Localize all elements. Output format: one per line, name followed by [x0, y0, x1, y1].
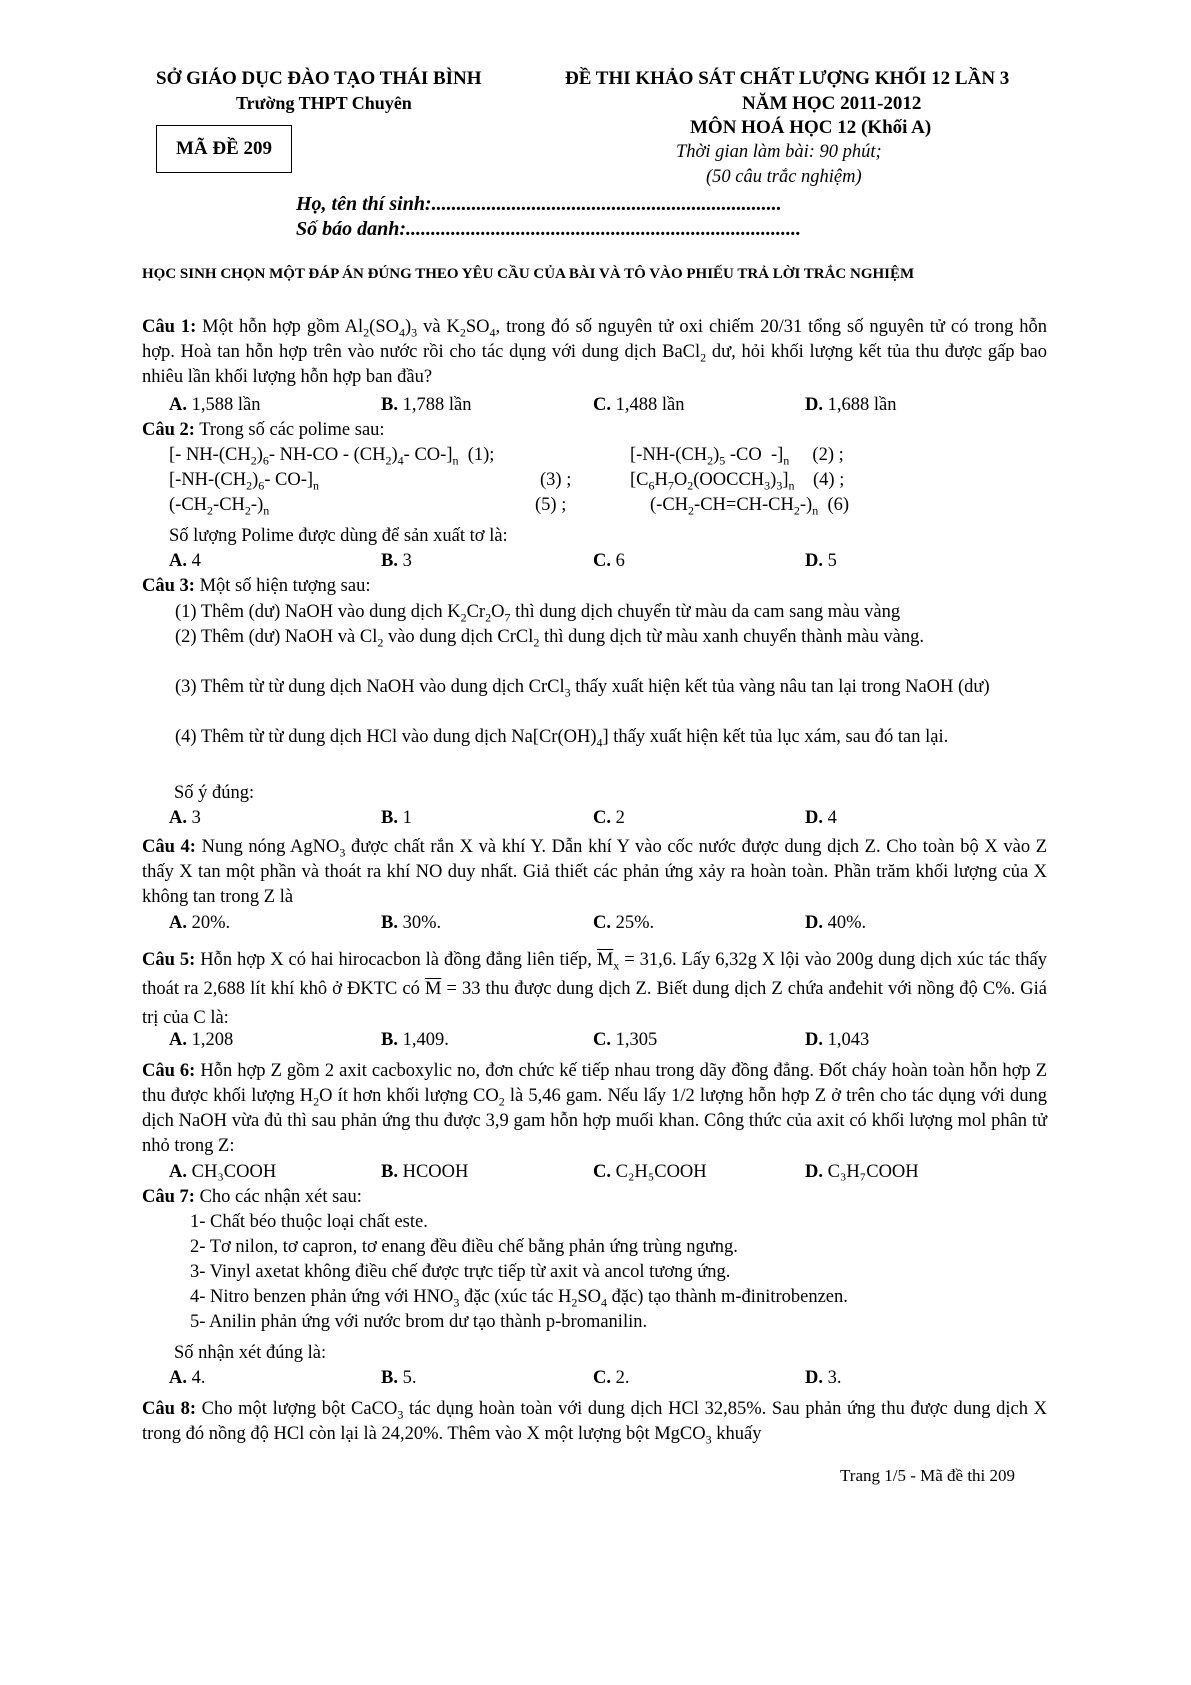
question-7-option-a: A. 4.: [169, 1368, 206, 1388]
question-6-option-b: B. HCOOH: [381, 1162, 469, 1182]
phenomenon-4: (4) Thêm từ từ dung dịch HCl vào dung dịch $Na[Cr(OH)_4]$ thấy xuất hiện kết tủa lục xám, sau đó tan lại.: [175, 727, 949, 750]
question-1-option-b: B. 1,788 lần: [381, 395, 472, 415]
polymer-5: $(-CH_2-CH_2-)_n$: [169, 495, 270, 518]
school-name: Trường THPT Chuyên: [236, 93, 412, 113]
question-2-option-a: A. 4: [169, 551, 201, 571]
exam-code-box: MÃ ĐỀ 209: [156, 125, 292, 173]
question-2-question: Số lượng Polime được dùng để sản xuất tơ là:: [169, 526, 508, 546]
question-4: Câu 4: Nung nóng AgNO$_3$ được chất rắn X và khí Y. Dẫn khí Y vào cốc nước được dung dịch Z. Cho toàn bộ X vào Z thấy X tan một phần và thoát ra khí NO duy nhất. Giả thiết các phản ứng xảy ra hoàn toàn. Phần trăm khối lượng của X không tan trong Z là: [142, 837, 1048, 907]
question-1-option-a: A. 1,588 lần: [169, 395, 261, 415]
question-count: (50 câu trắc nghiệm): [706, 167, 862, 187]
department-name: SỞ GIÁO DỤC ĐÀO TẠO THÁI BÌNH: [156, 68, 482, 89]
question-3-option-a: A. 3: [169, 808, 201, 828]
polymer-4: $[C_6H_7O_2(OOCCH_3)_3]_n$ (4) ;: [630, 470, 845, 493]
exam-page: SỞ GIÁO DỤC ĐÀO TẠO THÁI BÌNH Trường THPT Chuyên MÃ ĐỀ 209 ĐỀ THI KHẢO SÁT CHẤT LƯỢNG KHỐI 12 LẦN 3 NĂM HỌC 2011-2012 MÔN HOÁ HỌC 12 (Khối A) Thời gian làm bài: 90 phút; (50 câu trắc nghiệm) Họ, tên thí sinh:...................................................................... Số báo danh:............................................................................... HỌC SINH CHỌN MỘT ĐÁP ÁN ĐÚNG THEO YÊU CẦU CỦA BÀI VÀ TÔ VÀO PHIẾU TRẢ LỜI TRẮC NGHIỆM Câu 1: Một hỗn hợp gồm $Al_2(SO_4)_3$ và $K_2SO_4$, trong đó số nguyên tử oxi chiếm 20/31 tổng số nguyên tử có trong hỗn hợp. Hoà tan hỗn hợp trên vào nước rồi cho tác dụng với dung dịch BaCl$_2$ dư, hỏi khối lượng kết tủa thu được gấp bao nhiêu lần khối lượng hỗn hợp ban đầu? A. 1,588 lần B. 1,788 lần C. 1,488 lần D. 1,688 lần Câu 2: Trong số các polime sau: [- $NH-(CH_2)_6-$ $NH-CO - (CH_2)_4-$ $CO-]_n$ (1); [$-NH-(CH_2)_5$ -CO $-]_n$ (2) ; [$-NH-(CH_2)_6-$ $CO-]_n$ (3) ; $[C_6H_7O_2(OOCCH_3)_3]_n$ (4) ; $(-CH_2-CH_2-)_n$ (5) ; $(-CH_2-CH=CH-CH_2-)_n$ (6) Số lượng Polime được dùng để sản xuất tơ là: A. 4 B. 3 C. 6 D. 5 Câu 3: Một số hiện tượng sau: (1) Thêm (dư) NaOH vào dung dịch $K_2Cr_2O_7$ thì dung dịch chuyển từ màu da cam sang màu vàng (2) Thêm (dư) NaOH và $Cl_2$ vào dung dịch CrCl$_2$ thì dung dịch từ màu xanh chuyển thành màu vàng. (3) Thêm từ từ dung dịch NaOH vào dung dịch CrCl$_3$ thấy xuất hiện kết tủa vàng nâu tan lại trong NaOH (dư) (4) Thêm từ từ dung dịch HCl vào dung dịch $Na[Cr(OH)_4]$ thấy xuất hiện kết tủa lục xám, sau đó tan lại. Số ý đúng: A. 3 B. 1 C. 2 D. 4 Câu 4: Nung nóng AgNO$_3$ được chất rắn X và khí Y. Dẫn khí Y vào cốc nước được dung dịch Z. Cho toàn bộ X vào Z thấy X tan một phần và thoát ra khí NO duy nhất. Giả thiết các phản ứng xảy ra hoàn toàn. Phần trăm khối lượng của X không tan trong Z là A. 20%. B. 30%. C. 25%. D. 40%. Câu 5: Hỗn hợp X có hai hirocacbon là đồng đẳng liên tiếp, $\overline{M}_x = 31,6$. Lấy 6,32g X lội vào 200g dung dịch xúc tác thấy thoát ra 2,688 lít khí khô ở ĐKTC có $\overline{M} = 33$ thu được dung dịch Z. Biết dung dịch Z chứa anđehit với nồng độ C%. Giá trị của C là: A. 1,208 B. 1,409. C. 1,305 D. 1,043 Câu 6: Hỗn hợp Z gồm 2 axit cacboxylic no, đơn chức kế tiếp nhau trong dãy đồng đẳng. Đốt cháy hoàn toàn hỗn hợp Z thu được khối lượng $H_2O$ ít hơn khối lượng $CO_2$ là 5,46 gam. Nếu lấy 1/2 lượng hỗn hợp Z ở trên cho tác dụng với dung dịch NaOH vừa đủ thì sau phản ứng thu được 3,9 gam hỗn hợp muối khan. Công thức của axit có khối lượng mol phân tử nhỏ trong Z: A. CH₃COOH B. HCOOH C. C₂H₅COOH D. C₃H₇COOH Câu 7: Cho các nhận xét sau: 1- Chất béo thuộc loại chất este. 2- Tơ nilon, tơ capron, tơ enang đều điều chế bằng phản ứng trùng ngưng. 3- Vinyl axetat không điều chế được trực tiếp từ axit và ancol tương ứng. 4- Nitro benzen phản ứng với $HNO_3$ đặc (xúc tác $H_2SO_4$ đặc) tạo thành m-đinitrobenzen. 5- Anilin phản ứng với nước brom dư tạo thành p-bromanilin. Số nhận xét đúng là: A. 4. B. 5. C. 2. D. 3. Câu 8: Cho một lượng bột CaCO$_3$ tác dụng hoàn toàn với dung dịch HCl 32,85%. Sau phản ứng thu được dung dịch X trong đó nồng độ HCl còn lại là 24,20%. Thêm vào X một lượng bột MgCO$_3$ khuấy Trang 1/5 - Mã đề thi 209: [142, 68, 1048, 1485]
question-8: Câu 8: Cho một lượng bột CaCO$_3$ tác dụng hoàn toàn với dung dịch HCl 32,85%. Sau phản ứng thu được dung dịch X trong đó nồng độ HCl còn lại là 24,20%. Thêm vào X một lượng bột MgCO$_3$ khuấy: [142, 1399, 1047, 1447]
question-5-option-b: B. 1,409.: [381, 1030, 449, 1050]
question-4-option-a: A. 20%.: [169, 913, 231, 933]
question-1-option-c: C. 1,488 lần: [593, 395, 685, 415]
question-6-label: Câu 6:: [142, 1061, 196, 1081]
question-8-label: Câu 8:: [142, 1399, 196, 1419]
instruction: HỌC SINH CHỌN MỘT ĐÁP ÁN ĐÚNG THEO YÊU CẦU CỦA BÀI VÀ TÔ VÀO PHIẾU TRẢ LỜI TRẮC NGHIỆM: [142, 266, 915, 282]
question-5-option-a: A. 1,208: [169, 1030, 234, 1050]
question-6-option-a: A. CH₃COOH: [169, 1162, 277, 1182]
exam-title: ĐỀ THI KHẢO SÁT CHẤT LƯỢNG KHỐI 12 LẦN 3: [565, 68, 1010, 89]
question-3-question: Số ý đúng:: [174, 783, 255, 803]
candidate-id-field: Số báo danh:...............................................................................: [296, 218, 802, 240]
question-3-label: Câu 3:: [142, 576, 195, 596]
question-2-option-c: C. 6: [593, 551, 625, 571]
subject-title: MÔN HOÁ HỌC 12 (Khối A): [690, 117, 932, 138]
question-6-option-c: C. C₂H₅COOH: [593, 1162, 707, 1182]
polymer-3: [$-NH-(CH_2)_6-$ $CO-]_n$: [169, 470, 320, 493]
question-4-option-c: C. 25%.: [593, 913, 655, 933]
question-7-intro: Câu 7: Cho các nhận xét sau:: [142, 1187, 362, 1207]
statement-5: 5- Anilin phản ứng với nước brom dư tạo thành p-bromanilin.: [190, 1312, 648, 1332]
question-5-option-d: D. 1,043: [805, 1030, 870, 1050]
phenomenon-2: (2) Thêm (dư) NaOH và $Cl_2$ vào dung dịch CrCl$_2$ thì dung dịch từ màu xanh chuyển thành màu vàng.: [175, 627, 924, 650]
page-footer: Trang 1/5 - Mã đề thi 209: [840, 1466, 1016, 1485]
question-3-option-d: D. 4: [805, 808, 837, 828]
statement-3: 3- Vinyl axetat không điều chế được trực tiếp từ axit và ancol tương ứng.: [190, 1262, 731, 1282]
statement-4: 4- Nitro benzen phản ứng với $HNO_3$ đặc (xúc tác $H_2SO_4$ đặc) tạo thành m-đinitrobenzen.: [190, 1287, 848, 1310]
question-4-option-b: B. 30%.: [381, 913, 442, 933]
question-5-label: Câu 5:: [142, 950, 196, 970]
polymer-1: [- $NH-(CH_2)_6-$ $NH-CO - (CH_2)_4-$ $CO-]_n$ (1);: [169, 445, 495, 468]
question-5: Câu 5: Hỗn hợp X có hai hirocacbon là đồng đẳng liên tiếp, $\overline{M}_x = 31,6$. Lấy 6,32g X lội vào 200g dung dịch xúc tác thấy thoát ra 2,688 lít khí khô ở ĐKTC có $\overline{M} = 33$ thu được dung dịch Z. Biết dung dịch Z chứa anđehit với nồng độ C%. Giá trị của C là:: [142, 950, 1048, 1028]
question-7-option-c: C. 2.: [593, 1368, 630, 1388]
question-2-option-d: D. 5: [805, 551, 837, 571]
question-7-option-b: B. 5.: [381, 1368, 417, 1388]
school-year: NĂM HỌC 2011-2012: [742, 93, 922, 114]
statement-2: 2- Tơ nilon, tơ capron, tơ enang đều điều chế bằng phản ứng trùng ngưng.: [190, 1237, 738, 1257]
polymer-6: $(-CH_2-CH=CH-CH_2-)_n$ (6): [650, 495, 850, 518]
question-5-option-c: C. 1,305: [593, 1030, 658, 1050]
question-6-option-d: D. C₃H₇COOH: [805, 1162, 919, 1182]
question-7-label: Câu 7:: [142, 1187, 195, 1207]
phenomenon-3: (3) Thêm từ từ dung dịch NaOH vào dung dịch CrCl$_3$ thấy xuất hiện kết tủa vàng nâu tan lại trong NaOH (dư): [175, 677, 990, 700]
candidate-name-field: Họ, tên thí sinh:......................................................................: [296, 193, 782, 215]
question-2-option-b: B. 3: [381, 551, 412, 571]
statement-1: 1- Chất béo thuộc loại chất este.: [190, 1212, 428, 1232]
question-6: Câu 6: Hỗn hợp Z gồm 2 axit cacboxylic no, đơn chức kế tiếp nhau trong dãy đồng đẳng. Đốt cháy hoàn toàn hỗn hợp Z thu được khối lượng $H_2O$ ít hơn khối lượng $CO_2$ là 5,46 gam. Nếu lấy 1/2 lượng hỗn hợp Z ở trên cho tác dụng với dung dịch NaOH vừa đủ thì sau phản ứng thu được 3,9 gam hỗn hợp muối khan. Công thức của axit có khối lượng mol phân tử nhỏ trong Z:: [142, 1061, 1047, 1156]
question-4-label: Câu 4:: [142, 837, 196, 857]
question-1: Câu 1: Một hỗn hợp gồm $Al_2(SO_4)_3$ và $K_2SO_4$, trong đó số nguyên tử oxi chiếm 20/31 tổng số nguyên tử có trong hỗn hợp. Hoà tan hỗn hợp trên vào nước rồi cho tác dụng với dung dịch BaCl$_2$ dư, hỏi khối lượng kết tủa thu được gấp bao nhiêu lần khối lượng hỗn hợp ban đầu?: [142, 317, 1048, 387]
question-2-intro: Câu 2: Trong số các polime sau:: [142, 420, 385, 440]
phenomenon-1: (1) Thêm (dư) NaOH vào dung dịch $K_2Cr_2O_7$ thì dung dịch chuyển từ màu da cam sang màu vàng: [175, 602, 901, 625]
question-3-option-b: B. 1: [381, 808, 412, 828]
question-7-option-d: D. 3.: [805, 1368, 842, 1388]
question-7-question: Số nhận xét đúng là:: [174, 1343, 327, 1363]
question-3-option-c: C. 2: [593, 808, 625, 828]
question-1-label: Câu 1:: [142, 317, 197, 337]
question-2-label: Câu 2:: [142, 420, 195, 440]
exam-duration: Thời gian làm bài: 90 phút;: [676, 142, 882, 162]
question-1-option-d: D. 1,688 lần: [805, 395, 897, 415]
polymer-2: [$-NH-(CH_2)_5$ -CO $-]_n$ (2) ;: [630, 445, 844, 468]
question-3-intro: Câu 3: Một số hiện tượng sau:: [142, 576, 371, 596]
question-4-option-d: D. 40%.: [805, 913, 867, 933]
